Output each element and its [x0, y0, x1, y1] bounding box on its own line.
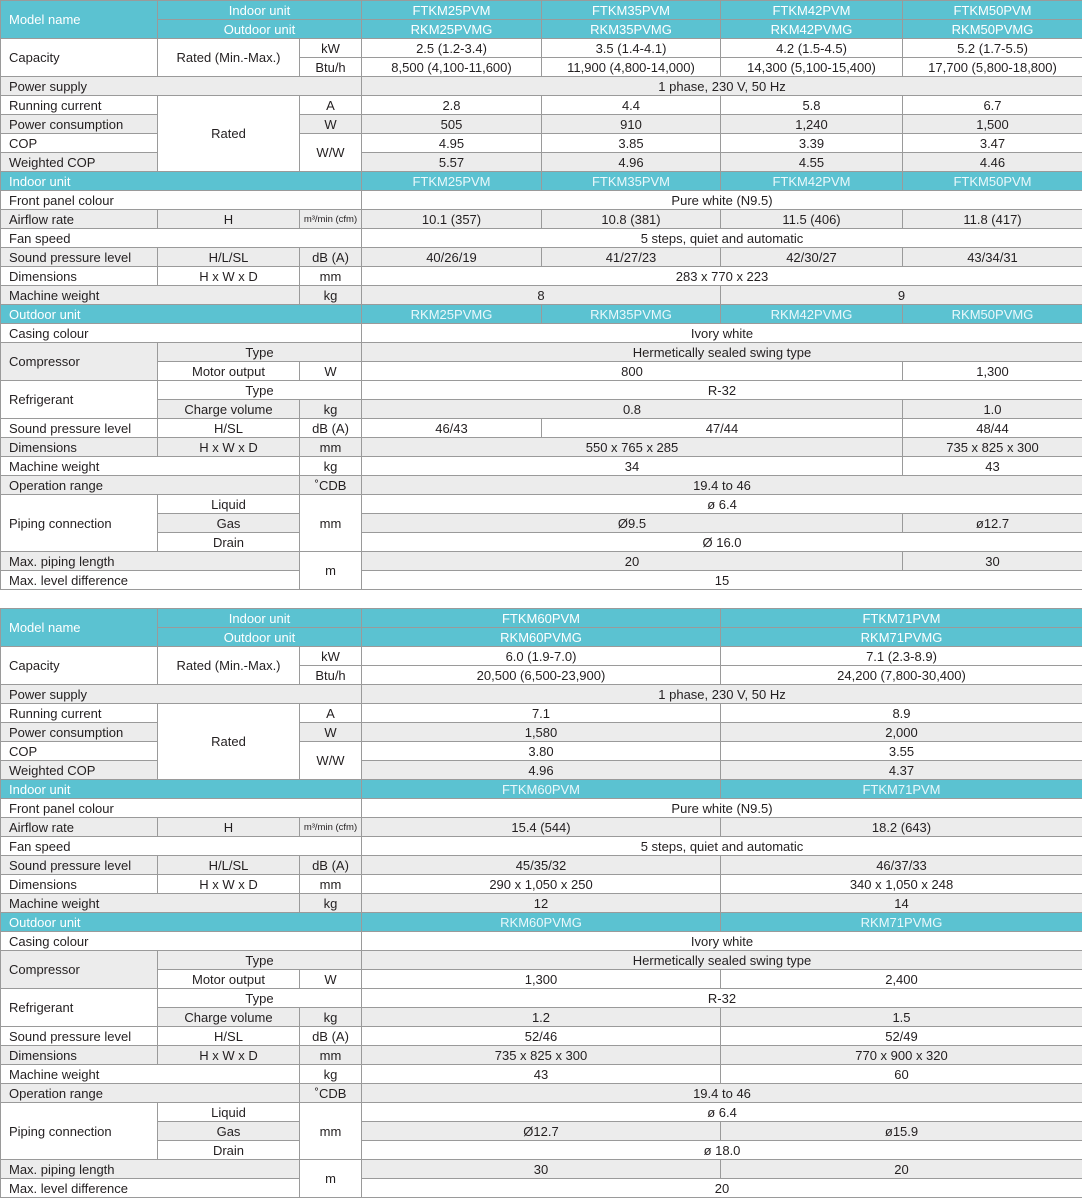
unit-btu: Btu/h: [300, 58, 362, 77]
capacity-label: Capacity: [1, 39, 158, 77]
out-weight-value: 43: [903, 457, 1082, 476]
cop-value: 3.55: [721, 742, 1082, 761]
in-weight-label: Machine weight: [1, 286, 300, 305]
charge-volume-label: Charge volume: [158, 400, 300, 419]
out-sound-unit: dB (A): [300, 419, 362, 438]
outdoor-model: RKM50PVMG: [903, 20, 1082, 39]
charge-volume-value: 1.5: [721, 1008, 1082, 1027]
indoor-section-model: FTKM25PVM: [362, 172, 542, 191]
in-dimensions-unit: mm: [300, 267, 362, 286]
model-name-label: Model name: [1, 1, 158, 39]
in-dimensions-sub: H x W x D: [158, 267, 300, 286]
indoor-model: FTKM25PVM: [362, 1, 542, 20]
cop-value: 3.85: [542, 134, 721, 153]
piping-drain-label: Drain: [158, 533, 300, 552]
max-pipe-label: Max. piping length: [1, 1160, 300, 1179]
indoor-section-model: FTKM71PVM: [721, 780, 1082, 799]
running-current-label: Running current: [1, 704, 158, 723]
fan-speed-label: Fan speed: [1, 837, 362, 856]
in-weight-value: 8: [362, 286, 721, 305]
outdoor-section-label: Outdoor unit: [1, 305, 362, 324]
out-dimensions-sub: H x W x D: [158, 438, 300, 457]
airflow-unit: m³/min (cfm): [300, 210, 362, 229]
out-dimensions-unit: mm: [300, 438, 362, 457]
capacity-btu: 24,200 (7,800-30,400): [721, 666, 1082, 685]
airflow-value: 11.5 (406): [721, 210, 903, 229]
airflow-value: 18.2 (643): [721, 818, 1082, 837]
capacity-kw: 7.1 (2.3-8.9): [721, 647, 1082, 666]
out-weight-unit: kg: [300, 457, 362, 476]
outdoor-model: RKM42PVMG: [721, 20, 903, 39]
in-sound-value: 43/34/31: [903, 248, 1082, 267]
refrigerant-label: Refrigerant: [1, 989, 158, 1027]
refrigerant-label: Refrigerant: [1, 381, 158, 419]
in-dimensions-label: Dimensions: [1, 875, 158, 894]
max-pipe-unit: m: [300, 552, 362, 590]
casing-label: Casing colour: [1, 324, 362, 343]
out-dimensions-label: Dimensions: [1, 1046, 158, 1065]
unit-ww: W/W: [300, 134, 362, 172]
weighted-cop-label: Weighted COP: [1, 153, 158, 172]
power-consumption-label: Power consumption: [1, 723, 158, 742]
weighted-cop-value: 4.46: [903, 153, 1082, 172]
rated-label: Rated: [158, 96, 300, 172]
operation-range-unit: ˚CDB: [300, 476, 362, 495]
refrigerant-type-value: R-32: [362, 989, 1082, 1008]
front-panel-value: Pure white (N9.5): [362, 799, 1082, 818]
piping-gas-label: Gas: [158, 514, 300, 533]
compressor-type-label: Type: [158, 343, 362, 362]
charge-volume-value: 1.0: [903, 400, 1082, 419]
in-dimensions-value: 283 x 770 x 223: [362, 267, 1082, 286]
unit-w: W: [300, 723, 362, 742]
out-sound-unit: dB (A): [300, 1027, 362, 1046]
piping-drain-value: Ø 16.0: [362, 533, 1082, 552]
max-level-label: Max. level difference: [1, 1179, 300, 1198]
power-consumption-label: Power consumption: [1, 115, 158, 134]
operation-range-unit: ˚CDB: [300, 1084, 362, 1103]
fan-speed-label: Fan speed: [1, 229, 362, 248]
in-sound-value: 46/37/33: [721, 856, 1082, 875]
piping-drain-value: ø 18.0: [362, 1141, 1082, 1160]
running-current-value: 5.8: [721, 96, 903, 115]
airflow-value: 11.8 (417): [903, 210, 1082, 229]
max-level-label: Max. level difference: [1, 571, 300, 590]
in-sound-label: Sound pressure level: [1, 248, 158, 267]
piping-label: Piping connection: [1, 1103, 158, 1160]
in-sound-value: 41/27/23: [542, 248, 721, 267]
charge-volume-unit: kg: [300, 1008, 362, 1027]
indoor-model: FTKM71PVM: [721, 609, 1082, 628]
outdoor-section-label: Outdoor unit: [1, 913, 362, 932]
out-weight-unit: kg: [300, 1065, 362, 1084]
in-dimensions-value: 340 x 1,050 x 248: [721, 875, 1082, 894]
unit-kw: kW: [300, 39, 362, 58]
piping-drain-label: Drain: [158, 1141, 300, 1160]
power-consumption-value: 910: [542, 115, 721, 134]
indoor-section-label: Indoor unit: [1, 780, 362, 799]
refrigerant-type-label: Type: [158, 381, 362, 400]
charge-volume-value: 0.8: [362, 400, 903, 419]
piping-gas-label: Gas: [158, 1122, 300, 1141]
in-sound-value: 45/35/32: [362, 856, 721, 875]
outdoor-section-model: RKM42PVMG: [721, 305, 903, 324]
weighted-cop-value: 5.57: [362, 153, 542, 172]
piping-liquid-value: ø 6.4: [362, 495, 1082, 514]
power-consumption-value: 505: [362, 115, 542, 134]
weighted-cop-value: 4.96: [362, 761, 721, 780]
running-current-label: Running current: [1, 96, 158, 115]
out-sound-sub: H/SL: [158, 419, 300, 438]
operation-range-label: Operation range: [1, 1084, 300, 1103]
airflow-value: 10.1 (357): [362, 210, 542, 229]
power-supply-value: 1 phase, 230 V, 50 Hz: [362, 77, 1082, 96]
capacity-kw: 5.2 (1.7-5.5): [903, 39, 1082, 58]
piping-gas-value: Ø9.5: [362, 514, 903, 533]
compressor-label: Compressor: [1, 951, 158, 989]
charge-volume-label: Charge volume: [158, 1008, 300, 1027]
max-pipe-value: 30: [362, 1160, 721, 1179]
power-consumption-value: 1,240: [721, 115, 903, 134]
outdoor-model: RKM35PVMG: [542, 20, 721, 39]
motor-output-value: 800: [362, 362, 903, 381]
indoor-section-label: Indoor unit: [1, 172, 362, 191]
max-pipe-value: 20: [362, 552, 903, 571]
out-dimensions-label: Dimensions: [1, 438, 158, 457]
charge-volume-value: 1.2: [362, 1008, 721, 1027]
outdoor-section-model: RKM35PVMG: [542, 305, 721, 324]
unit-ww: W/W: [300, 742, 362, 780]
out-dimensions-value: 770 x 900 x 320: [721, 1046, 1082, 1065]
fan-speed-value: 5 steps, quiet and automatic: [362, 837, 1082, 856]
in-sound-value: 42/30/27: [721, 248, 903, 267]
front-panel-value: Pure white (N9.5): [362, 191, 1082, 210]
out-weight-value: 60: [721, 1065, 1082, 1084]
outdoor-model: RKM25PVMG: [362, 20, 542, 39]
power-consumption-value: 2,000: [721, 723, 1082, 742]
indoor-section-model: FTKM42PVM: [721, 172, 903, 191]
outdoor-section-model: RKM60PVMG: [362, 913, 721, 932]
weighted-cop-value: 4.37: [721, 761, 1082, 780]
piping-unit: mm: [300, 1103, 362, 1160]
motor-output-unit: W: [300, 362, 362, 381]
airflow-sub: H: [158, 818, 300, 837]
piping-liquid-value: ø 6.4: [362, 1103, 1082, 1122]
in-sound-sub: H/L/SL: [158, 856, 300, 875]
outdoor-section-model: RKM71PVMG: [721, 913, 1082, 932]
indoor-section-model: FTKM35PVM: [542, 172, 721, 191]
front-panel-label: Front panel colour: [1, 799, 362, 818]
airflow-value: 15.4 (544): [362, 818, 721, 837]
indoor-model: FTKM60PVM: [362, 609, 721, 628]
in-weight-label: Machine weight: [1, 894, 300, 913]
out-dimensions-sub: H x W x D: [158, 1046, 300, 1065]
power-consumption-value: 1,580: [362, 723, 721, 742]
indoor-section-model: FTKM50PVM: [903, 172, 1082, 191]
outdoor-model: RKM60PVMG: [362, 628, 721, 647]
max-pipe-label: Max. piping length: [1, 552, 300, 571]
airflow-unit: m³/min (cfm): [300, 818, 362, 837]
capacity-btu: 8,500 (4,100-11,600): [362, 58, 542, 77]
cop-label: COP: [1, 134, 158, 153]
cop-value: 3.47: [903, 134, 1082, 153]
model-name-label: Model name: [1, 609, 158, 647]
outdoor-section-model: RKM50PVMG: [903, 305, 1082, 324]
in-sound-sub: H/L/SL: [158, 248, 300, 267]
in-dimensions-unit: mm: [300, 875, 362, 894]
out-dimensions-value: 735 x 825 x 300: [362, 1046, 721, 1065]
out-dimensions-unit: mm: [300, 1046, 362, 1065]
charge-volume-unit: kg: [300, 400, 362, 419]
indoor-model: FTKM42PVM: [721, 1, 903, 20]
motor-output-label: Motor output: [158, 362, 300, 381]
in-sound-unit: dB (A): [300, 248, 362, 267]
out-sound-value: 46/43: [362, 419, 542, 438]
in-sound-label: Sound pressure level: [1, 856, 158, 875]
indoor-model: FTKM35PVM: [542, 1, 721, 20]
motor-output-value: 2,400: [721, 970, 1082, 989]
capacity-btu: 11,900 (4,800-14,000): [542, 58, 721, 77]
piping-gas-value: ø15.9: [721, 1122, 1082, 1141]
indoor-unit-label: Indoor unit: [158, 609, 362, 628]
in-sound-unit: dB (A): [300, 856, 362, 875]
compressor-type-value: Hermetically sealed swing type: [362, 343, 1082, 362]
indoor-section-model: FTKM60PVM: [362, 780, 721, 799]
out-weight-value: 43: [362, 1065, 721, 1084]
rated-label: Rated: [158, 704, 300, 780]
casing-value: Ivory white: [362, 932, 1082, 951]
max-pipe-value: 20: [721, 1160, 1082, 1179]
front-panel-label: Front panel colour: [1, 191, 362, 210]
power-consumption-value: 1,500: [903, 115, 1082, 134]
capacity-btu: 17,700 (5,800-18,800): [903, 58, 1082, 77]
running-current-value: 4.4: [542, 96, 721, 115]
piping-label: Piping connection: [1, 495, 158, 552]
piping-unit: mm: [300, 495, 362, 552]
in-dimensions-label: Dimensions: [1, 267, 158, 286]
out-sound-value: 48/44: [903, 419, 1082, 438]
outdoor-unit-label: Outdoor unit: [158, 628, 362, 647]
spec-table-2: [0, 608, 1082, 1198]
power-supply-value: 1 phase, 230 V, 50 Hz: [362, 685, 1082, 704]
motor-output-value: 1,300: [362, 970, 721, 989]
out-weight-label: Machine weight: [1, 1065, 300, 1084]
running-current-value: 8.9: [721, 704, 1082, 723]
out-sound-value: 52/49: [721, 1027, 1082, 1046]
piping-gas-value: Ø12.7: [362, 1122, 721, 1141]
outdoor-section-model: RKM25PVMG: [362, 305, 542, 324]
capacity-sub: Rated (Min.-Max.): [158, 39, 300, 77]
running-current-value: 2.8: [362, 96, 542, 115]
out-dimensions-value: 550 x 765 x 285: [362, 438, 903, 457]
compressor-type-value: Hermetically sealed swing type: [362, 951, 1082, 970]
outdoor-model: RKM71PVMG: [721, 628, 1082, 647]
cop-value: 4.95: [362, 134, 542, 153]
in-dimensions-value: 290 x 1,050 x 250: [362, 875, 721, 894]
fan-speed-value: 5 steps, quiet and automatic: [362, 229, 1082, 248]
refrigerant-type-label: Type: [158, 989, 362, 1008]
max-level-value: 20: [362, 1179, 1082, 1198]
weighted-cop-value: 4.55: [721, 153, 903, 172]
weighted-cop-label: Weighted COP: [1, 761, 158, 780]
capacity-btu: 14,300 (5,100-15,400): [721, 58, 903, 77]
power-supply-label: Power supply: [1, 77, 362, 96]
operation-range-label: Operation range: [1, 476, 300, 495]
cop-label: COP: [1, 742, 158, 761]
airflow-sub: H: [158, 210, 300, 229]
cop-value: 3.39: [721, 134, 903, 153]
airflow-label: Airflow rate: [1, 210, 158, 229]
power-supply-label: Power supply: [1, 685, 362, 704]
in-weight-unit: kg: [300, 286, 362, 305]
max-pipe-value: 30: [903, 552, 1082, 571]
unit-a: A: [300, 704, 362, 723]
out-sound-label: Sound pressure level: [1, 419, 158, 438]
out-sound-label: Sound pressure level: [1, 1027, 158, 1046]
running-current-value: 7.1: [362, 704, 721, 723]
compressor-label: Compressor: [1, 343, 158, 381]
running-current-value: 6.7: [903, 96, 1082, 115]
motor-output-label: Motor output: [158, 970, 300, 989]
out-sound-value: 52/46: [362, 1027, 721, 1046]
in-weight-value: 9: [721, 286, 1082, 305]
capacity-kw: 2.5 (1.2-3.4): [362, 39, 542, 58]
indoor-unit-label: Indoor unit: [158, 1, 362, 20]
out-weight-value: 34: [362, 457, 903, 476]
capacity-sub: Rated (Min.-Max.): [158, 647, 300, 685]
piping-liquid-label: Liquid: [158, 1103, 300, 1122]
in-weight-value: 14: [721, 894, 1082, 913]
in-sound-value: 40/26/19: [362, 248, 542, 267]
unit-w: W: [300, 115, 362, 134]
spec-table-1: [0, 0, 1082, 590]
out-sound-sub: H/SL: [158, 1027, 300, 1046]
out-sound-value: 47/44: [542, 419, 903, 438]
unit-a: A: [300, 96, 362, 115]
indoor-model: FTKM50PVM: [903, 1, 1082, 20]
airflow-value: 10.8 (381): [542, 210, 721, 229]
motor-output-unit: W: [300, 970, 362, 989]
in-weight-value: 12: [362, 894, 721, 913]
out-weight-label: Machine weight: [1, 457, 300, 476]
capacity-kw: 3.5 (1.4-4.1): [542, 39, 721, 58]
operation-range-value: 19.4 to 46: [362, 476, 1082, 495]
casing-value: Ivory white: [362, 324, 1082, 343]
compressor-type-label: Type: [158, 951, 362, 970]
motor-output-value: 1,300: [903, 362, 1082, 381]
capacity-btu: 20,500 (6,500-23,900): [362, 666, 721, 685]
out-dimensions-value: 735 x 825 x 300: [903, 438, 1082, 457]
weighted-cop-value: 4.96: [542, 153, 721, 172]
unit-kw: kW: [300, 647, 362, 666]
piping-liquid-label: Liquid: [158, 495, 300, 514]
casing-label: Casing colour: [1, 932, 362, 951]
unit-btu: Btu/h: [300, 666, 362, 685]
operation-range-value: 19.4 to 46: [362, 1084, 1082, 1103]
capacity-kw: 4.2 (1.5-4.5): [721, 39, 903, 58]
refrigerant-type-value: R-32: [362, 381, 1082, 400]
in-weight-unit: kg: [300, 894, 362, 913]
airflow-label: Airflow rate: [1, 818, 158, 837]
max-pipe-unit: m: [300, 1160, 362, 1198]
cop-value: 3.80: [362, 742, 721, 761]
in-dimensions-sub: H x W x D: [158, 875, 300, 894]
max-level-value: 15: [362, 571, 1082, 590]
capacity-kw: 6.0 (1.9-7.0): [362, 647, 721, 666]
capacity-label: Capacity: [1, 647, 158, 685]
outdoor-unit-label: Outdoor unit: [158, 20, 362, 39]
piping-gas-value: ø12.7: [903, 514, 1082, 533]
